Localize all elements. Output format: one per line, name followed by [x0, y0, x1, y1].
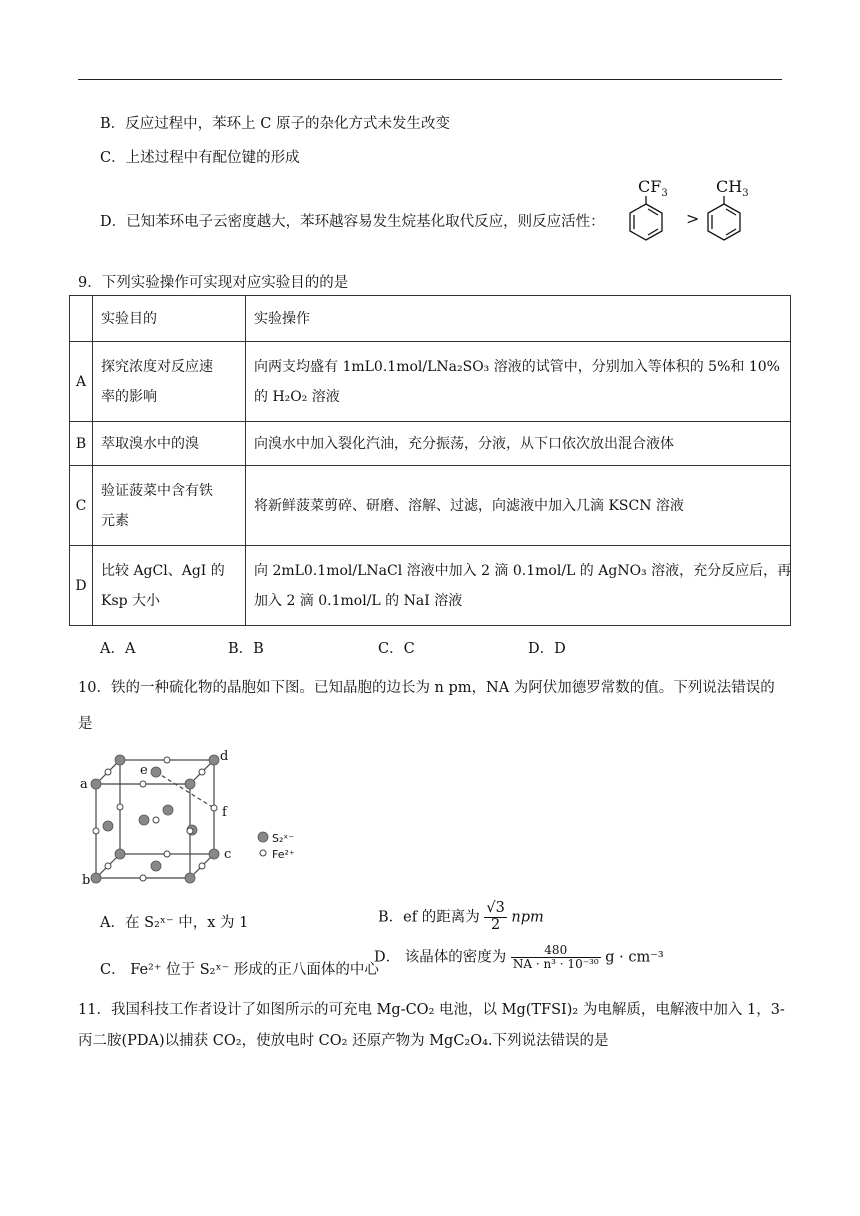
q10-option-a: A．在 S₂ˣ⁻ 中，x 为 1 [100, 915, 249, 931]
cf3-label: CF [638, 177, 662, 196]
svg-text:CF3: $CF_3$ [638, 177, 668, 199]
q9-option-c: C．C [378, 641, 415, 657]
row-purpose: 探究浓度对反应速 率的影响 [93, 342, 246, 422]
header-operation: 实验操作 [246, 296, 791, 342]
q8-option-d: D．已知苯环电子云密度越大，苯环越容易发生烷基化取代反应，则反应活性： [100, 214, 605, 230]
label-a: a [80, 777, 88, 792]
q9-option-d: D．D [528, 641, 566, 657]
row-operation: 向两支均盛有 1mL0.1mol/LNa₂SO₃ 溶液的试管中，分别加入等体积的 5%和 10% 的 H₂O₂ 溶液 [246, 342, 791, 422]
benzene-structures [620, 176, 790, 252]
legend-s2: S₂ˣ⁻ [272, 832, 295, 845]
svg-text:CH3: $CH_3$ [716, 177, 749, 199]
q8-option-b: B．反应过程中，苯环上 C 原子的杂化方式未发生改变 [100, 116, 450, 132]
table-row [70, 422, 791, 466]
q9-option-b: B．B [228, 641, 264, 657]
q8-option-c: C．上述过程中有配位键的形成 [100, 150, 300, 166]
q10-stem-line2: 是 [78, 716, 93, 732]
table-row [70, 342, 791, 422]
table-row [70, 466, 791, 546]
label-b: b [82, 873, 91, 888]
header-blank [70, 296, 93, 342]
header-purpose: 实验目的 [93, 296, 246, 342]
row-purpose: 验证菠菜中含有铁 元素 [93, 466, 246, 546]
table-row [70, 546, 791, 626]
row-key: B [70, 422, 93, 466]
q9-option-a: A．A [100, 641, 136, 657]
row-purpose: 比较 AgCl、AgI 的 Ksp 大小 [93, 546, 246, 626]
greater-than: > [686, 209, 700, 228]
experiment-table [69, 295, 791, 626]
q11-line2: 丙二胺(PDA)以捕获 CO₂，使放电时 CO₂ 还原产物为 MgC₂O₄.下列说法错误的是 [78, 1033, 609, 1049]
ch3-label: CH [716, 177, 743, 196]
row-purpose: 萃取溴水中的溴 [93, 422, 246, 466]
label-f: f [222, 805, 227, 820]
row-operation: 向 2mL0.1mol/LNaCl 溶液中加入 2 滴 0.1mol/L 的 AgNO₃ 溶液，充分反应后，再 加入 2 滴 0.1mol/L 的 NaI 溶液 [246, 546, 791, 626]
q10-option-d: D． 该晶体的密度为 $\frac{480}{\text{NA · n³ · 10⁻³⁰}}$ g · cm⁻³ [374, 943, 664, 972]
row-key: C [70, 466, 93, 546]
trifluoromethyl-benzene-icon [630, 196, 662, 240]
q10-stem-line1: 10．铁的一种硫化物的晶胞如下图。已知晶胞的边长为 n pm，NA 为阿伏加德罗常数的值。下列说法错误的 [78, 680, 775, 696]
legend-fe: Fe²⁺ [272, 848, 295, 861]
toluene-icon [708, 196, 740, 240]
q9-stem: 9．下列实验操作可实现对应实验目的的是 [78, 275, 349, 291]
header-rule [78, 79, 782, 80]
label-d: d [220, 749, 229, 764]
label-e: e [140, 763, 148, 778]
q10-option-b: B．ef 的距离为 $\frac{√3}{2}$ npm [378, 900, 544, 933]
table-header-row [70, 296, 791, 342]
q10-option-c: C． Fe²⁺ 位于 S₂ˣ⁻ 形成的正八面体的中心 [100, 962, 379, 978]
row-key: D [70, 546, 93, 626]
label-c: c [224, 847, 232, 862]
q11-line1: 11．我国科技工作者设计了如图所示的可充电 Mg-CO₂ 电池，以 Mg(TFSI)₂ 为电解质，电解液中加入 1，3- [78, 1002, 785, 1018]
row-key: A [70, 342, 93, 422]
row-operation: 向溴水中加入裂化汽油，充分振荡，分液，从下口依次放出混合液体 [246, 422, 791, 466]
row-operation: 将新鲜菠菜剪碎、研磨、溶解、过滤，向滤液中加入几滴 KSCN 溶液 [246, 466, 791, 546]
crystal-cell-diagram [74, 744, 314, 890]
